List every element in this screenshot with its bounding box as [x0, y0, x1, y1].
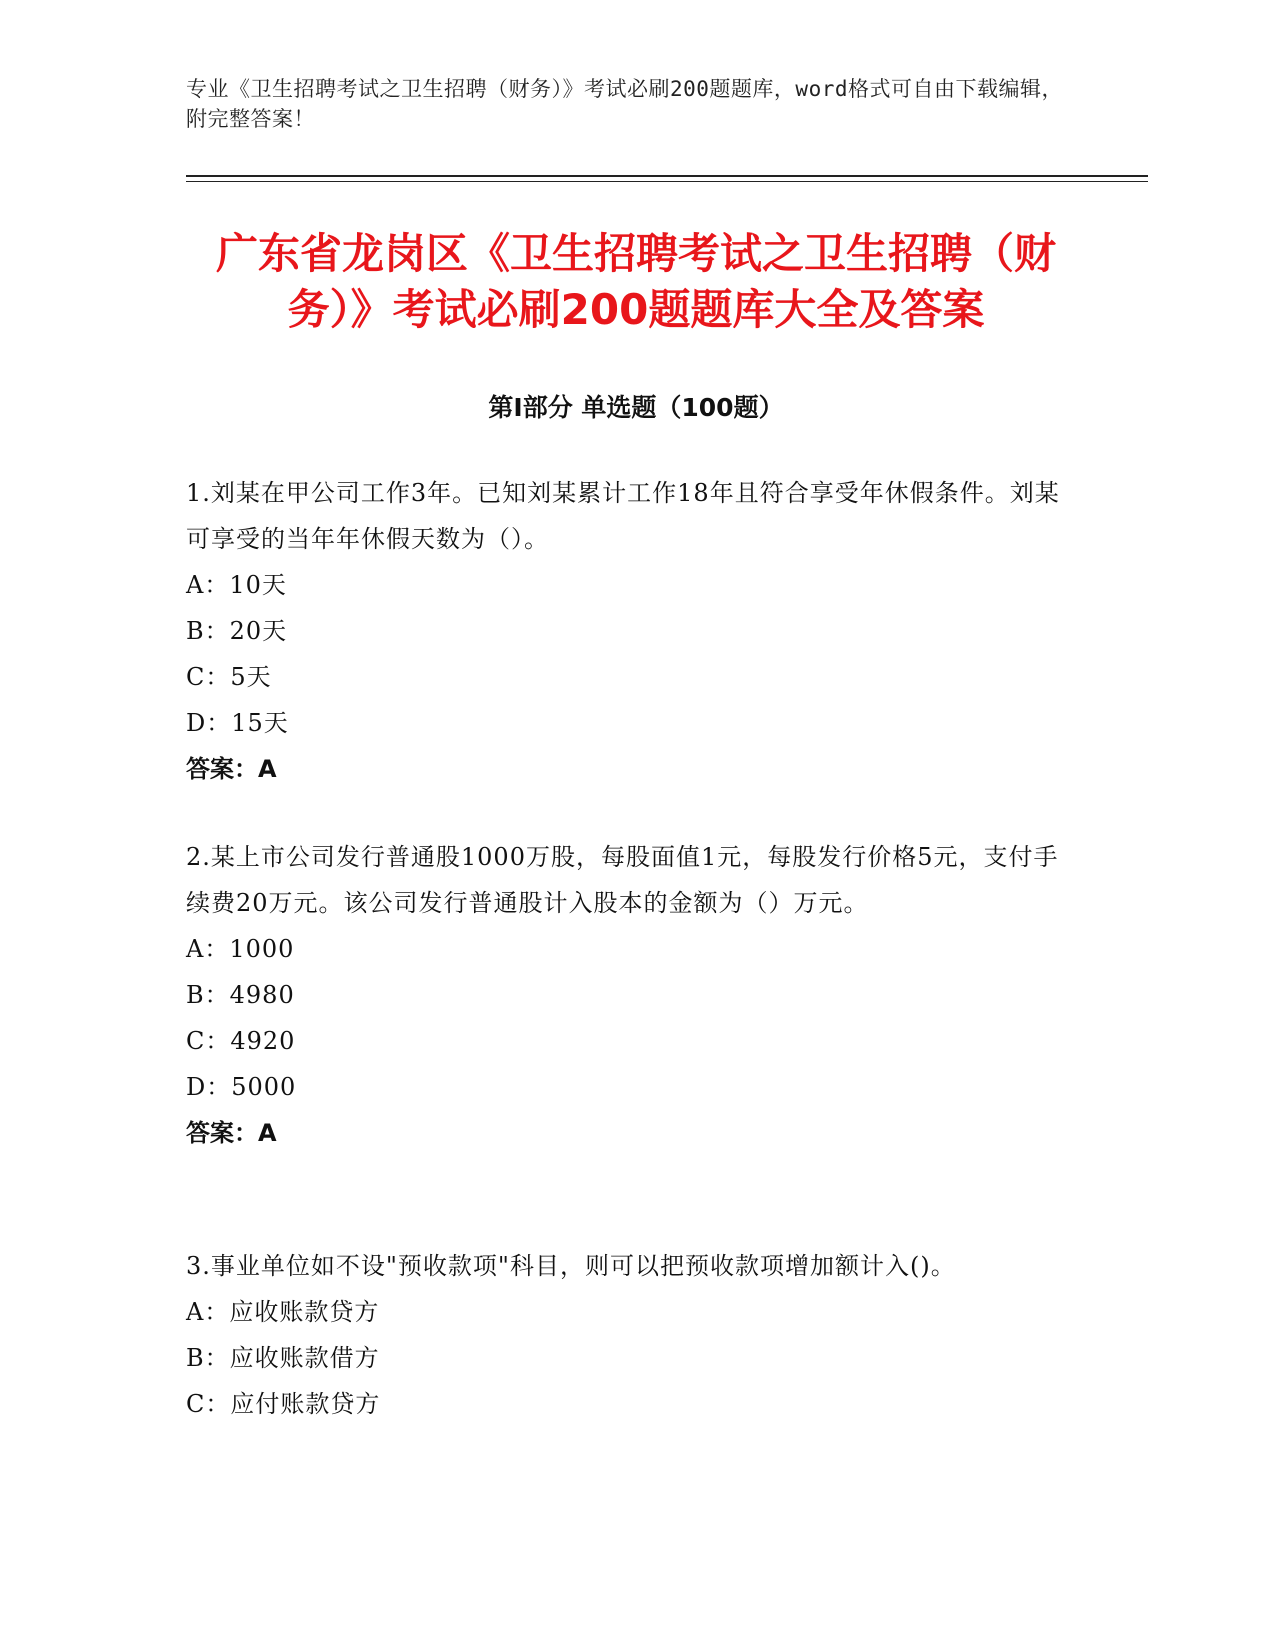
- option-b: B：4980: [186, 981, 295, 1009]
- header-divider: [186, 175, 1148, 177]
- option-a: A：10天: [186, 571, 287, 599]
- answer: 答案：A: [186, 1119, 277, 1147]
- option-b: B：20天: [186, 617, 288, 645]
- option-c: C：5天: [186, 663, 272, 691]
- section-heading: 第I部分 单选题（100题）: [488, 393, 784, 422]
- document-title: 广东省龙岗区《卫生招聘考试之卫生招聘（财务）》考试必刷200题题库大全及答案: [215, 229, 1056, 334]
- option-a: A：1000: [186, 935, 295, 963]
- option-c: C：4920: [186, 1027, 296, 1055]
- option-d: D：5000: [186, 1073, 297, 1101]
- header-divider-thin: [186, 181, 1148, 182]
- question-stem: 2.某上市公司发行普通股1000万股，每股面值1元，每股发行价格5元，支付手续费20万元。该公司发行普通股计入股本的金额为（）万元。: [186, 843, 1059, 917]
- answer: 答案：A: [186, 755, 277, 783]
- question-2: [186, 834, 1066, 1156]
- option-d: D：15天: [186, 709, 289, 737]
- option-b: B：应收账款借方: [186, 1344, 380, 1372]
- question-stem: 1.刘某在甲公司工作3年。已知刘某累计工作18年且符合享受年休假条件。刘某可享受的当年年休假天数为（）。: [186, 479, 1060, 553]
- question-3: [186, 1243, 1066, 1427]
- header-note: 专业《卫生招聘考试之卫生招聘（财务）》考试必刷200题题库，word格式可自由下载编辑，附完整答案！: [186, 77, 1063, 131]
- option-c: C：应付账款贷方: [186, 1390, 381, 1418]
- question-stem: 3.事业单位如不设"预收款项"科目，则可以把预收款项增加额计入()。: [186, 1252, 956, 1280]
- option-a: A：应收账款贷方: [186, 1298, 380, 1326]
- question-1: [186, 470, 1066, 792]
